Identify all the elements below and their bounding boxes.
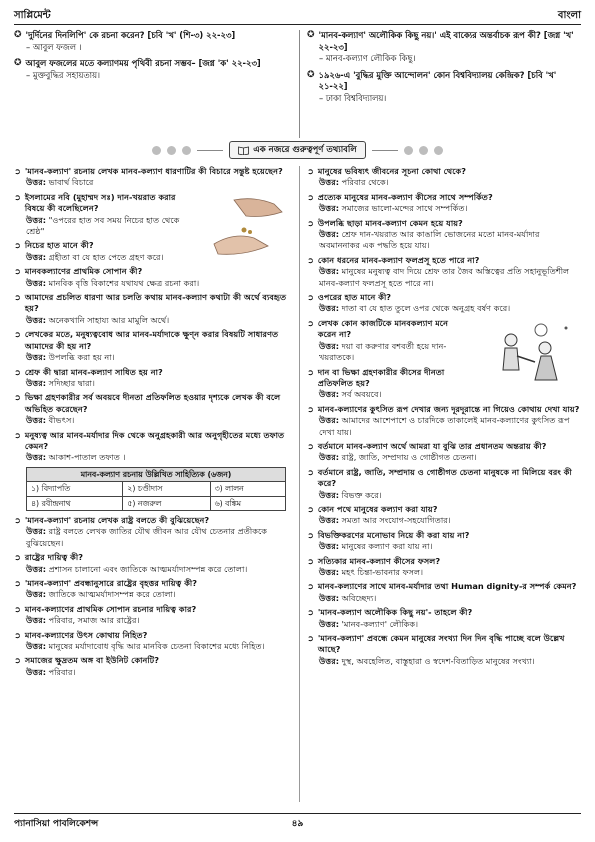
answer-text: দাতা বা যে হাত তুলে ওপর থেকে অনুগ্রহ বর্ষণ করে। (341, 303, 511, 314)
answer-text: – মুক্তবুদ্ধির সহায়তায়। (26, 69, 101, 80)
answer-text: শ্রেফ দান-খয়রাত আর কাঙালি ভোজনের মতো মানব-মর্যাদার অবমাননাকর এক পদ্ধতি হয়ে যায়। (319, 229, 540, 251)
answer (14, 278, 294, 289)
question (307, 633, 581, 656)
question-text: মনুষ্যত্ব আর মানব-মর্যাদার দিক থেকে অনুগ্রহকারী আর অনুগৃহীতের মধ্যে তফাত কেমন? (24, 429, 285, 451)
arrow-icon: ➲ (14, 603, 21, 614)
question (14, 630, 294, 641)
question-text: মানব-কল্যাণের সাথে মানব-মর্যাদার তথা Human dignity-র সম্পর্ক কেমন? (317, 581, 577, 592)
header-supplement: সাপ্লিমেন্ট (14, 10, 51, 21)
qa-item (14, 392, 294, 426)
answer-label: উত্তর: (319, 340, 340, 351)
section-banner (14, 141, 581, 159)
qa-item (307, 441, 581, 464)
answer-label: উত্তর: (26, 666, 47, 677)
qa-item (307, 404, 581, 438)
arrow-icon: ➲ (307, 166, 314, 176)
answer (307, 177, 581, 188)
top-quick-qa (14, 30, 581, 138)
answer-label: উত্তর: (319, 452, 340, 463)
question-text: ওপরের হাত মানে কী? (317, 292, 392, 303)
question-text: বর্তমানে মানব-কল্যাণ অর্থে আমরা যা বুঝি তার প্রধানতম অন্তরায় কী? (317, 440, 547, 451)
question (307, 607, 581, 618)
question (14, 329, 294, 352)
answer-text: সদিচ্ছার দ্বারা। (48, 377, 95, 388)
answer-text: জাতিকে আত্মমর্যাদাসম্পন্ন করে তোলা। (48, 589, 176, 600)
answer-text: মানবিক বৃত্তি বিকাশের যথাযথ ক্ষেত্র রচনা করা। (48, 277, 200, 288)
answer-text: আমাদের আশেপাশে ও চারদিকে তাকালেই মানব-কল্যাণের কুৎসিত রূপ দেখা যায়। (319, 415, 570, 437)
arrow-icon: ➲ (14, 191, 21, 202)
arrow-icon: ➲ (307, 366, 314, 377)
qa-item (307, 218, 581, 252)
qa-item (307, 255, 581, 289)
decor-dot (167, 146, 176, 155)
qa-item (14, 655, 294, 678)
answer-text: পরিবার থেকে। (341, 177, 389, 188)
arrow-icon: ➲ (14, 578, 21, 588)
answer-text: বীভৎস। (48, 415, 75, 426)
column-divider (299, 166, 300, 802)
qa-item (307, 607, 581, 630)
question-text: বিভক্তিকরণের মনোভাব নিয়ে কী করা যায় না? (317, 529, 470, 540)
answer-text: – আবুল ফজল । (26, 41, 82, 52)
answer-label: উত্তর: (26, 526, 47, 537)
qa-item (14, 367, 294, 390)
answer-label: উত্তর: (26, 589, 47, 600)
answer-text: দয়া বা করুণার বশবর্তী হয়ে দান-খয়রাতকে। (319, 340, 447, 363)
question-text: আমাদের প্রচলিত ধারণা আর চলতি কথায় মানব-কল্যাণ কথাটা কী অর্থে ব্যবহৃত হয়? (24, 292, 287, 314)
question (14, 192, 180, 215)
answer-label: উত্তর: (26, 377, 47, 388)
question-text: উপলব্ধি ছাড়া মানব-কল্যাণ কেমন হয়ে যায়? (317, 217, 463, 228)
answer (307, 389, 581, 400)
qa-item (14, 552, 294, 575)
qa-item (307, 292, 581, 315)
question-text: কোন পথে মানুষের কল্যাণ করা যায়? (317, 503, 438, 514)
question (14, 392, 294, 415)
answer-text: বিভক্ত করে। (341, 489, 382, 500)
question (14, 515, 294, 526)
question-text: লেখক কোন কাজটিকে মানবকল্যাণ মনে করেন না? (317, 317, 448, 340)
qa-item (14, 515, 294, 549)
question-text: মানব-কল্যাণের প্রাথমিক সোপান রচনার দায়িত্ব কার? (24, 603, 197, 614)
table-row (27, 482, 286, 496)
question (307, 467, 581, 490)
answer (14, 315, 294, 326)
charity-illustration (471, 318, 581, 386)
question (307, 404, 581, 415)
answer-text: দুস্থ, অবহেলিত, বাস্তুহারা ও স্বদেশ-বিতাড়িত মানুষের সংখ্যা। (341, 655, 535, 666)
publisher-name: প্যানাসিয়া পাবলিকেশন্স (14, 818, 99, 829)
decor-dot (434, 146, 443, 155)
arrow-icon: ➲ (307, 317, 314, 328)
answer-label: উত্তর: (319, 266, 340, 277)
question-text: ১৯২৬-এ 'বুদ্ধির মুক্তি আন্দোলন' কোন বিশ্ববিদ্যালয় কেন্দ্রিক? [চবি 'খ' ২১-২২] (318, 69, 557, 91)
arrow-icon: ➲ (307, 292, 314, 303)
qa-item (14, 430, 294, 464)
question (307, 367, 467, 390)
question (14, 552, 294, 563)
question (14, 240, 180, 251)
banner-text: এক নজরে গুরুত্বপূর্ণ তথ্যাবলি (253, 145, 357, 155)
arrow-icon: ➲ (307, 607, 314, 618)
arrow-icon: ➲ (307, 581, 314, 592)
answer-label: উত্তর: (26, 352, 47, 363)
question-text: 'মানব-কল্যাণ' প্রবন্ধে কেমন মানুষের সংখ্যা দিন দিন বৃদ্ধি পাচ্ছে বলে উল্লেখ আছে? (317, 633, 565, 655)
qa-item (307, 581, 581, 604)
table-title: মানব-কল্যাণ রচনায় উল্লিখিত সাহিত্যিক (৬জন) (27, 467, 286, 481)
qa-item (14, 292, 294, 326)
qa-item (307, 556, 581, 579)
question-text: মানবকল্যাণের প্রাথমিক সোপান কী? (24, 266, 143, 277)
answer-text: পরিবার। (48, 666, 76, 677)
question-text: রাষ্ট্রের দায়িত্ব কী? (24, 552, 83, 563)
answer-text: অবিচ্ছেদ্য। (341, 592, 377, 603)
table-cell: ২) চণ্ডীদাস (123, 482, 210, 496)
qa-item (14, 578, 294, 601)
arrow-icon: ➲ (14, 552, 21, 563)
question (307, 530, 581, 541)
question (307, 441, 581, 452)
question-text: লেখকের মতে, মনুষ্যত্ববোধ আর মানব-মর্যাদাকে ক্ষুণ্ন করার বিষয়টি সাধারণত আমাদের কী হয় না? (24, 329, 279, 351)
qa-item (14, 604, 294, 627)
main-content (14, 166, 581, 802)
decor-dot (404, 146, 413, 155)
top-qa-item (307, 30, 581, 65)
question-text: 'মানব-কল্যাণ' রচনায় লেখক মানব-কল্যাণ ধারণাটির কী বিচারে সন্তুষ্ট হয়েছেন? (24, 166, 283, 176)
top-qa-item (14, 30, 294, 53)
writers-table (26, 467, 286, 511)
question (14, 292, 294, 315)
answer-text: প্রশাসন চালানো এবং জাতিকে আত্মমর্যাদাসম্পন্ন করে তোলা। (48, 563, 248, 574)
question (14, 578, 294, 589)
answer-text: মানুষের মর্যাদাবোধ বৃদ্ধি আর মানবিক চেতনা বিকাশের মধ্যে নিহিত। (48, 641, 265, 652)
answer (14, 564, 294, 575)
answer-text: মানুষের মনুষ্যত্ব বাদ দিয়ে শ্রেফ তার জৈব অস্তিত্বের প্রতি সহানুভূতিশীল মানব-কল্যাণ ফলপ্রসূ হতে পারে না। (319, 266, 570, 288)
question-text: কোন ধরনের মানব-কল্যাণ ফলপ্রসূ হতে পারে না? (317, 254, 480, 265)
page-header (14, 8, 581, 25)
answer-text: রাষ্ট্র বলতে লেখক জাতির যৌথ জীবন আর যৌথ চেতনার প্রতীককে বুঝিয়েছেন। (26, 526, 267, 548)
answer-text: – মানব-কল্যাণ লৌকিক কিছু। (319, 53, 416, 63)
question-text: 'মানব-কল্যাণ' প্রবন্ধানুসারে রাষ্ট্রের বৃহত্তর দায়িত্ব কী? (24, 578, 198, 588)
column-divider (299, 30, 300, 138)
arrow-icon: ➲ (307, 555, 314, 566)
answer-label: উত্তর: (319, 229, 340, 240)
answer (307, 452, 581, 463)
qa-item (307, 530, 581, 553)
answer-text: মানুষের কল্যাণ করা যায় না। (341, 541, 433, 552)
star-icon: ✪ (307, 69, 315, 80)
answer-label: উত্তর: (319, 415, 340, 426)
question (307, 581, 581, 592)
answer (307, 266, 581, 289)
answer (14, 615, 294, 626)
question-text: ইসলামের নবি (মুহাম্মদ সঃ) দান-খয়রাত করার বিষয়ে কী বলেছিলেন? (24, 191, 176, 214)
top-left-column (14, 30, 294, 138)
answer (307, 541, 581, 552)
arrow-icon: ➲ (307, 466, 314, 477)
page-number: ৪৯ (291, 818, 304, 829)
star-icon: ✪ (14, 30, 22, 40)
answer-text: সমাজের ভালো-মন্দের সাথে সম্পর্কিত। (341, 203, 468, 214)
arrow-icon: ➲ (307, 403, 314, 414)
qa-item (307, 467, 581, 501)
answer-text: গ্রহীতা বা যে হাত পেতে গ্রহণ করে। (48, 251, 164, 262)
answer-label: উত্তর: (26, 177, 47, 188)
banner-title (229, 141, 365, 159)
question-text: মানব-কল্যাণের উৎস কোথায় নিহিত? (24, 629, 148, 640)
answer-text: 'মানব-কল্যাণ' লৌকিক। (341, 618, 419, 629)
answer-label: উত্তর: (26, 452, 47, 463)
arrow-icon: ➲ (307, 529, 314, 540)
header-subject: বাংলা (557, 10, 581, 21)
answer (14, 667, 294, 678)
table-cell: ৩) লালন (210, 482, 285, 496)
decor-dot (182, 146, 191, 155)
answer (307, 515, 581, 526)
question (307, 166, 581, 177)
answer-text: – ঢাকা বিশ্ববিদ্যালয়। (319, 92, 387, 103)
answer-text: ভাবার্থ বিচারে (48, 177, 94, 188)
table-row (27, 496, 286, 510)
giving-hands-illustration (184, 192, 294, 262)
arrow-icon: ➲ (14, 429, 21, 440)
answer-label: উত্তর: (26, 563, 47, 574)
arrow-icon: ➲ (307, 217, 314, 228)
arrow-icon: ➲ (307, 191, 314, 202)
question (14, 166, 294, 177)
question (307, 218, 581, 229)
page-footer (14, 813, 581, 832)
answer-text: মহৎ চিন্তা-ভাবনার ফসল। (341, 567, 424, 577)
answer (307, 415, 581, 438)
top-right-column (307, 30, 581, 138)
answer (14, 352, 294, 363)
question (307, 556, 581, 567)
answer-label: উত্তর: (319, 515, 340, 526)
arrow-icon: ➲ (14, 266, 21, 277)
answer-text: আকাশ-পাতাল তফাত । (48, 452, 126, 463)
qa-item (307, 633, 581, 667)
qa-item (307, 166, 581, 189)
answer-label: উত্তর: (319, 389, 340, 400)
answer-text: পরিবার, সমাজ আর রাষ্ট্রের। (48, 615, 140, 626)
answer (14, 589, 294, 600)
answer-text: রাষ্ট্র, জাতি, সম্প্রদায় ও গোষ্ঠীগত চেতনা। (341, 452, 477, 463)
left-column (14, 166, 294, 802)
question (14, 604, 294, 615)
qa-item (307, 318, 581, 364)
question (14, 430, 294, 453)
table-cell: ৬) বঙ্কিম (210, 496, 285, 510)
qa-item (14, 166, 294, 189)
answer-text: সমতা আর সংযোগ-সহযোগিতার। (341, 515, 451, 526)
answer (307, 229, 581, 252)
question-text: ভিক্ষা গ্রহণকারীর সর্ব অবয়বে দীনতা প্রতিফলিত হওয়ার দৃশ্যকে লেখক কী বলে অভিহিত করেছেন? (24, 392, 281, 414)
star-icon: ✪ (14, 58, 22, 68)
arrow-icon: ➲ (14, 655, 21, 666)
arrow-icon: ➲ (14, 240, 21, 251)
arrow-icon: ➲ (14, 366, 21, 377)
question (14, 367, 294, 378)
question (307, 292, 581, 303)
arrow-icon: ➲ (14, 166, 21, 176)
qa-item (307, 504, 581, 527)
question (307, 504, 581, 515)
question (307, 255, 581, 266)
question-text: দান বা ভিক্ষা গ্রহণকারীর কীসের দীনতা প্রতিফলিত হয়? (317, 366, 445, 388)
question (14, 266, 294, 277)
question-text: 'মানব-কল্যাণ অলৌকিক কিছু নয়'- তাহলে কী? (317, 607, 473, 618)
answer-text: উপলব্ধি করা হয় না। (48, 352, 115, 363)
arrow-icon: ➲ (307, 254, 314, 265)
answer-label: উত্তর: (26, 314, 47, 325)
decor-dot (419, 146, 428, 155)
question-text: আবুল ফজলের মতে কল্যাণময় পৃথিবী রচনা সম্ভব– [জগ্ন 'ক' ২২-২৩] (25, 58, 261, 68)
qa-item (14, 266, 294, 289)
decor-line (372, 150, 398, 151)
qa-item (14, 329, 294, 363)
arrow-icon: ➲ (307, 503, 314, 514)
answer (14, 415, 294, 426)
table-cell: ৪) রবীন্দ্রনাথ (27, 496, 123, 510)
answer-label: উত্তর: (26, 415, 47, 426)
question-text: শ্রেফ কী দ্বারা মানব-কল্যাণ সাধিত হয় না? (24, 366, 163, 377)
answer (14, 452, 294, 463)
answer (307, 619, 581, 630)
answer-label: উত্তর: (319, 618, 340, 629)
arrow-icon: ➲ (14, 514, 21, 525)
answer (307, 656, 581, 667)
answer (307, 567, 581, 578)
qa-item (307, 192, 581, 215)
answer (14, 177, 294, 188)
question-text: মানব-কল্যাণের কুৎসিত রূপ দেখার জন্য দূরদূরান্তে না গিয়েও কোথায় দেখা যায়? (317, 403, 580, 414)
arrow-icon: ➲ (307, 440, 314, 451)
answer (307, 203, 581, 214)
table-cell: ৫) নজরুল (123, 496, 210, 510)
answer (14, 378, 294, 389)
arrow-icon: ➲ (14, 629, 21, 640)
question-text: মানুষের ভবিষ্যৎ জীবনের সূচনা কোথা থেকে? (317, 166, 466, 176)
answer (14, 641, 294, 652)
question-text: বর্তমানে রাষ্ট্র, জাতি, সম্প্রদায় ও গোষ্ঠীগত চেতনা মানুষকে না মিলিয়ে বরং কী করে? (317, 466, 572, 489)
answer-text: অনেকখানি সাহায্য আর মামুলি অর্থে। (48, 314, 170, 325)
qa-item (14, 192, 294, 238)
question-text: 'মানব-কল্যাণ' রচনায় লেখক রাষ্ট্র বলতে কী বুঝিয়েছেন? (24, 514, 210, 525)
question (307, 318, 467, 341)
answer-text: সর্ব অবয়বে। (341, 389, 382, 400)
answer-label: উত্তর: (26, 615, 47, 626)
top-qa-item (14, 58, 294, 81)
arrow-icon: ➲ (14, 392, 21, 403)
answer-label: উত্তর: (319, 655, 340, 666)
answer-label: উত্তর: (319, 541, 340, 552)
arrow-icon: ➲ (14, 329, 21, 340)
answer-label: উত্তর: (319, 592, 340, 603)
answer-label: উত্তর: (26, 214, 47, 225)
answer (307, 303, 581, 314)
arrow-icon: ➲ (14, 292, 21, 303)
right-column (307, 166, 581, 802)
qa-item (14, 630, 294, 653)
decor-line (197, 150, 223, 151)
star-icon: ✪ (307, 30, 315, 40)
question-text: প্রত্যেক মানুষের মানব-কল্যাণ কীসের সাথে সম্পর্কিত? (317, 191, 493, 202)
book-icon (238, 146, 249, 155)
question (307, 192, 581, 203)
question (14, 655, 294, 666)
answer-label: উত্তর: (319, 567, 340, 577)
answer (307, 490, 581, 501)
question-text: সমাজের ক্ষুদ্রতম অঙ্গ বা ইউনিট কোনটি? (24, 655, 159, 666)
arrow-icon: ➲ (307, 633, 314, 644)
answer-label: উত্তর: (26, 277, 47, 288)
question-text: 'মানব-কল্যাণ' অলৌকিক কিছু নয়।' এই বাক্যের অন্তর্বাচক রূপ কী? [জগ্ন 'খ' ২২-২৩] (318, 30, 574, 52)
top-qa-item (307, 70, 581, 105)
answer-label: উত্তর: (319, 203, 340, 214)
answer-text: "ওপরের হাত সব সময় নিচের হাত থেকে শ্রেষ্ঠ" (26, 214, 180, 237)
answer-label: উত্তর: (319, 303, 340, 314)
answer-label: উত্তর: (319, 177, 340, 188)
question-text: নিচের হাত মানে কী? (24, 240, 94, 251)
answer (307, 593, 581, 604)
decor-dot (152, 146, 161, 155)
answer-label: উত্তর: (26, 251, 47, 262)
answer (14, 526, 294, 549)
question-text: 'দুর্দিনের দিনলিপি' কে রচনা করেন? [চবি 'খ' (শি-৩) ২২-২৩] (25, 30, 236, 40)
answer-label: উত্তর: (26, 641, 47, 652)
question-text: সত্যিকার মানব-কল্যাণ কীসের ফসল? (317, 555, 441, 566)
table-cell: ১) বিদ্যাপতি (27, 482, 123, 496)
answer-label: উত্তর: (319, 489, 340, 500)
